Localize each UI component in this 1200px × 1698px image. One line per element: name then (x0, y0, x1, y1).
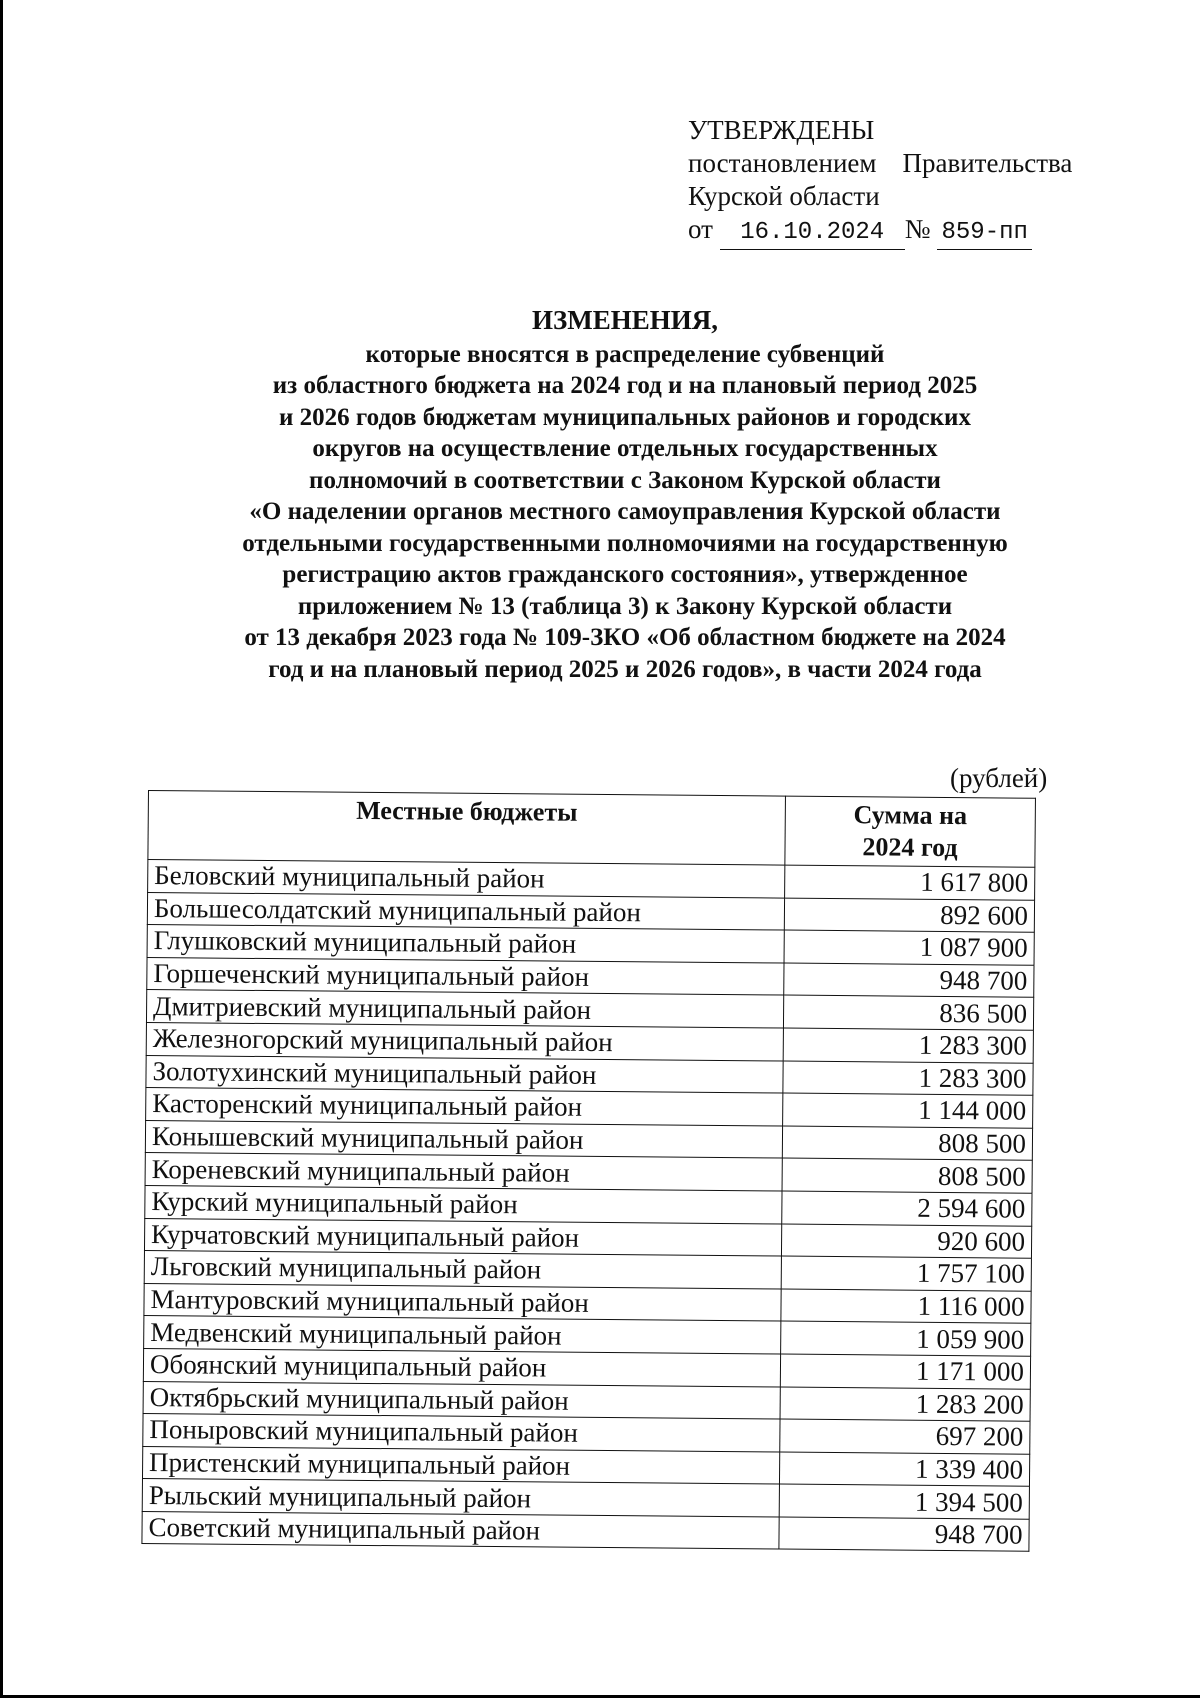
district-name-cell: Большесолдатский муниципальный район (147, 892, 784, 930)
amount-cell: 1 171 000 (780, 1354, 1030, 1389)
title-line: и 2026 годов бюджетам муниципальных районов и городских (279, 403, 971, 431)
district-name-cell: Пристенский муниципальный район (142, 1446, 779, 1484)
title-line: от 13 декабря 2023 года № 109-ЗКО «Об областном бюджете на 2024 (244, 624, 1006, 651)
approval-issuer-part1: постановлением (688, 148, 877, 178)
district-name-cell: Курчатовский муниципальный район (144, 1218, 781, 1256)
header-amount-line2: 2024 год (862, 832, 958, 863)
district-name-cell: Поныровский муниципальный район (143, 1414, 780, 1452)
district-name-cell: Мантуровский муниципальный район (144, 1283, 781, 1321)
scan-left-edge (0, 0, 3, 1698)
title-line: полномочий в соответствии с Законом Курской области (309, 466, 941, 494)
amount-cell: 1 144 000 (783, 1093, 1033, 1128)
amount-cell: 808 500 (782, 1126, 1032, 1161)
approval-heading: УТВЕРЖДЕНЫ (688, 115, 875, 145)
amount-cell: 1 757 100 (781, 1256, 1031, 1291)
amount-cell: 948 700 (784, 963, 1034, 998)
title-line: отдельными государственными полномочиями на государственную (242, 529, 1008, 557)
title-line: «О наделении органов местного самоуправления Курской области (249, 498, 1001, 525)
title-line: год и на плановый период 2025 и 2026 годов», в части 2024 года (268, 655, 982, 683)
amount-cell: 2 594 600 (782, 1191, 1032, 1226)
approval-date-prefix: от (688, 214, 713, 244)
approval-issuer-part2: Правительства (902, 148, 1073, 178)
amount-cell: 1 283 300 (783, 1061, 1033, 1096)
district-name-cell: Железногорский муниципальный район (146, 1022, 783, 1060)
district-name-cell: Октябрьский муниципальный район (143, 1381, 780, 1419)
header-amount-line1: Сумма на (853, 800, 968, 831)
amount-cell: 948 700 (779, 1517, 1029, 1552)
district-name-cell: Рыльский муниципальный район (142, 1479, 779, 1517)
title-line: которые вносятся в распределение субвенций (365, 340, 885, 368)
district-name-cell: Беловский муниципальный район (148, 860, 785, 898)
district-name-cell: Конышевский муниципальный район (145, 1120, 782, 1158)
document-title (0, 305, 1200, 685)
district-name-cell: Золотухинский муниципальный район (146, 1055, 783, 1093)
approval-number-prefix: № (904, 214, 931, 244)
approval-region: Курской области (688, 181, 880, 211)
district-name-cell: Касторенский муниципальный район (146, 1088, 783, 1126)
title-line: из областного бюджета на 2024 год и на плановый период 2025 (272, 372, 978, 399)
amount-cell: 1 087 900 (784, 930, 1034, 965)
approval-stamp-block (688, 114, 1072, 250)
table-unit-label: (рублей) (950, 763, 1048, 793)
amount-cell: 697 200 (780, 1419, 1030, 1454)
title-line: регистрацию актов гражданского состояния», утвержденное (282, 561, 968, 588)
amount-cell: 1 283 200 (780, 1387, 1030, 1422)
amount-cell: 1 339 400 (779, 1452, 1029, 1487)
approval-date: 16.10.2024 (720, 216, 905, 250)
amount-cell: 1 059 900 (781, 1321, 1031, 1356)
district-name-cell: Курский муниципальный район (145, 1185, 782, 1223)
approval-number: 859-пп (937, 216, 1032, 250)
amount-cell: 1 283 300 (783, 1028, 1033, 1063)
table-row (142, 1511, 1029, 1551)
title-line: приложением № 13 (таблица 3) к Закону Курской области (297, 592, 953, 620)
title-heading: ИЗМЕНЕНИЯ, (531, 305, 718, 335)
district-name-cell: Кореневский муниципальный район (145, 1153, 782, 1191)
amount-cell: 808 500 (782, 1158, 1032, 1193)
amount-cell: 836 500 (783, 995, 1033, 1030)
budget-table (141, 790, 1036, 1552)
amount-cell: 892 600 (784, 898, 1034, 933)
district-name-cell: Льговский муниципальный район (144, 1251, 781, 1289)
amount-cell: 1 394 500 (779, 1484, 1029, 1519)
header-amount (785, 796, 1036, 867)
amount-cell: 1 617 800 (785, 865, 1035, 900)
district-name-cell: Обоянский муниципальный район (143, 1348, 780, 1386)
amount-cell: 1 116 000 (781, 1289, 1031, 1324)
table-header-row (148, 791, 1036, 868)
district-name-cell: Глушковский муниципальный район (147, 925, 784, 963)
approval-date-line (688, 213, 1072, 250)
title-line: округов на осуществление отдельных государственных (312, 435, 938, 462)
district-name-cell: Горшеченский муниципальный район (147, 957, 784, 995)
header-local-budgets: Местные бюджеты (148, 791, 786, 866)
district-name-cell: Дмитриевский муниципальный район (146, 990, 783, 1028)
amount-cell: 920 600 (781, 1224, 1031, 1259)
district-name-cell: Медвенский муниципальный район (144, 1316, 781, 1354)
district-name-cell: Советский муниципальный район (142, 1511, 779, 1549)
approval-issuer (688, 147, 1072, 180)
